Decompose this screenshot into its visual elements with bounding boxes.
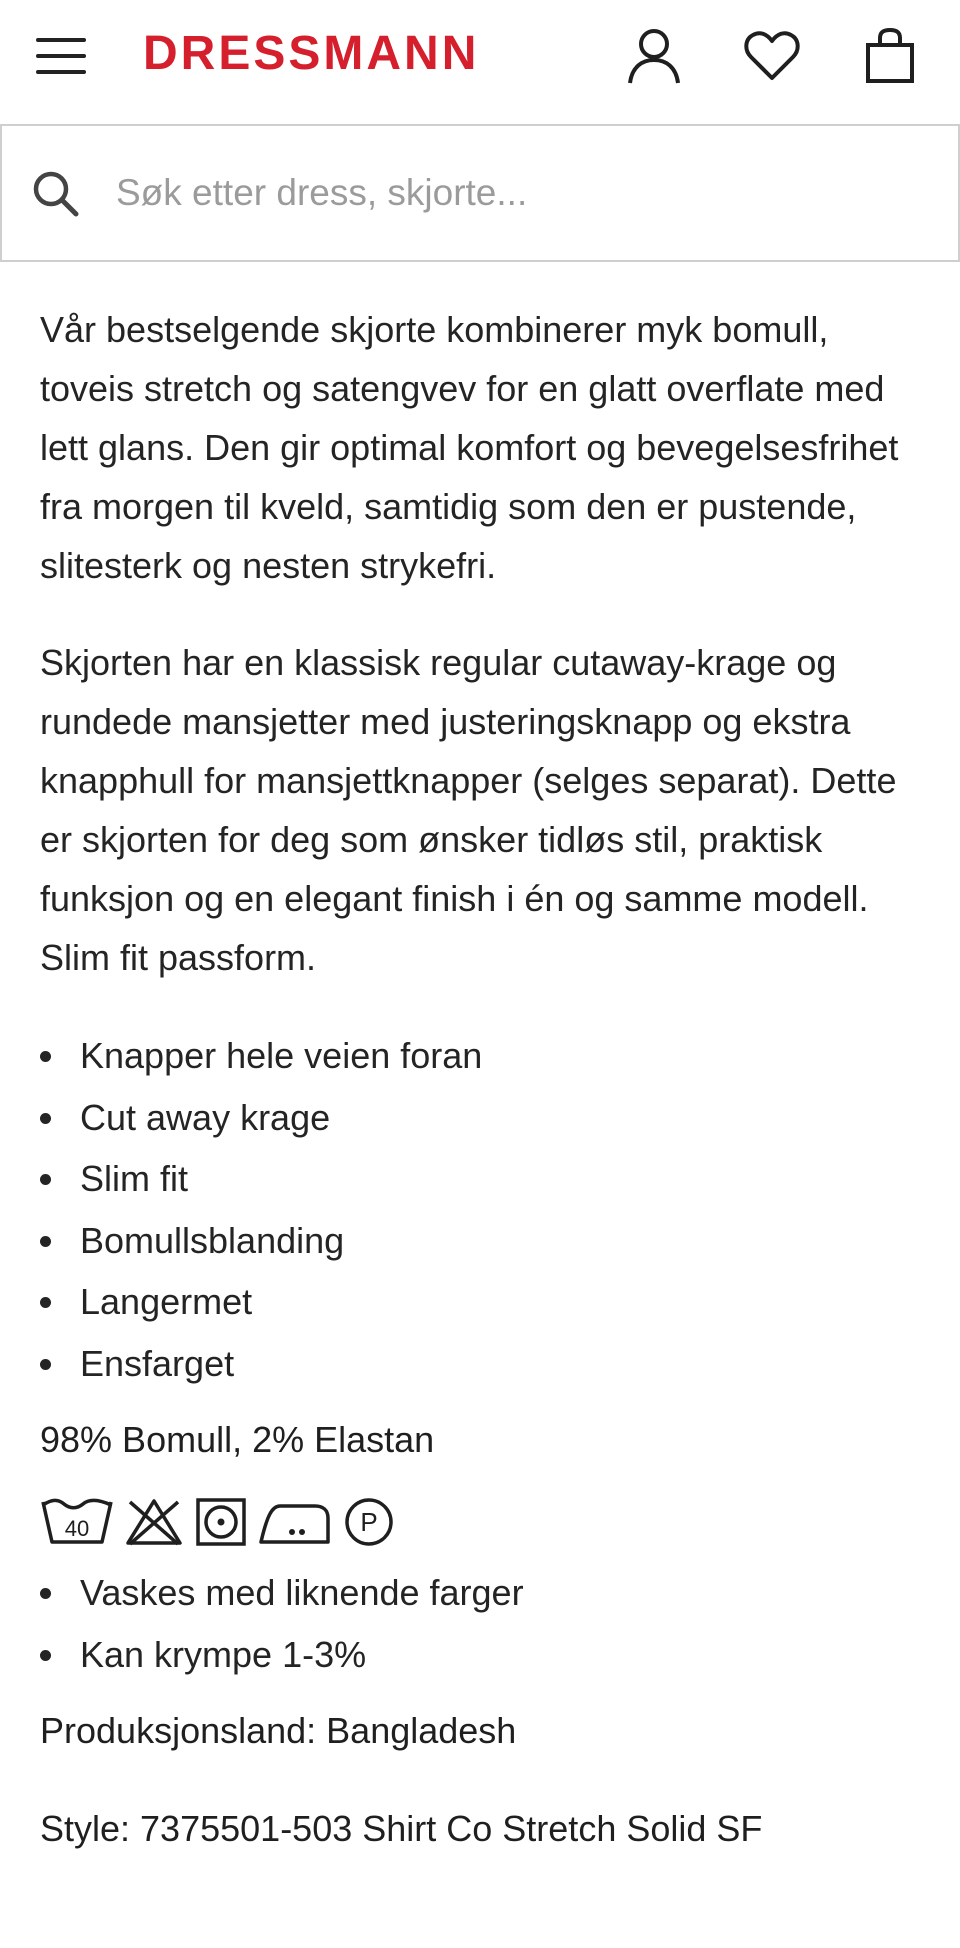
dryclean-p-icon (342, 1496, 396, 1548)
material-composition: 98% Bomull, 2% Elastan (40, 1419, 435, 1460)
svg-text:P: P (360, 1507, 378, 1537)
wash-40-icon (40, 1496, 114, 1548)
care-symbols (40, 1492, 930, 1552)
description-paragraph-2: Skjorten har en klassisk regular cutaway-krage og rundede mansjetter med justeringsknapp og ekstra knapphull for mansjettknapper (selges separat). Dette er skjorten for deg som ønsker tidløs stil, praktisk funksjon og en elegant finish i én og samme modell. Slim fit passform. (40, 642, 897, 978)
feature-list (40, 1025, 930, 1394)
list-item: Bomullsblanding (40, 1210, 930, 1272)
product-description (40, 300, 930, 1859)
no-bleach-icon (124, 1496, 184, 1548)
list-item: Slim fit (40, 1148, 930, 1210)
list-item: Cut away krage (40, 1087, 930, 1149)
list-item: Knapper hele veien foran (40, 1025, 930, 1087)
menu-icon[interactable] (36, 38, 88, 74)
search-input[interactable] (116, 172, 876, 214)
tumble-dry-icon (194, 1496, 248, 1548)
care-notes-list (40, 1562, 930, 1685)
bag-icon[interactable] (860, 26, 920, 86)
list-item: Vaskes med liknende farger (40, 1562, 930, 1624)
list-item: Kan krympe 1-3% (40, 1624, 930, 1686)
description-paragraph-1: Vår bestselgende skjorte kombinerer myk bomull, toveis stretch og satengvev for en glatt overflate med lett glans. Den gir optimal komfort og bevegelsesfrihet fra morgen til kveld, samtidig som den er pustende, slitesterk og nesten strykefri. (40, 309, 899, 586)
production-country: Produksjonsland: Bangladesh (40, 1710, 517, 1751)
site-header (0, 0, 960, 124)
list-item: Langermet (40, 1271, 930, 1333)
brand-logo[interactable]: DRESSMANN (143, 27, 480, 80)
style-number: Style: 7375501-503 Shirt Co Stretch Solid SF (40, 1808, 763, 1849)
iron-icon (258, 1496, 332, 1548)
search-bar[interactable] (0, 124, 960, 262)
user-icon[interactable] (624, 26, 684, 86)
heart-icon[interactable] (742, 26, 802, 86)
search-icon[interactable] (30, 168, 80, 218)
svg-text:40: 40 (64, 1516, 90, 1541)
list-item: Ensfarget (40, 1333, 930, 1395)
